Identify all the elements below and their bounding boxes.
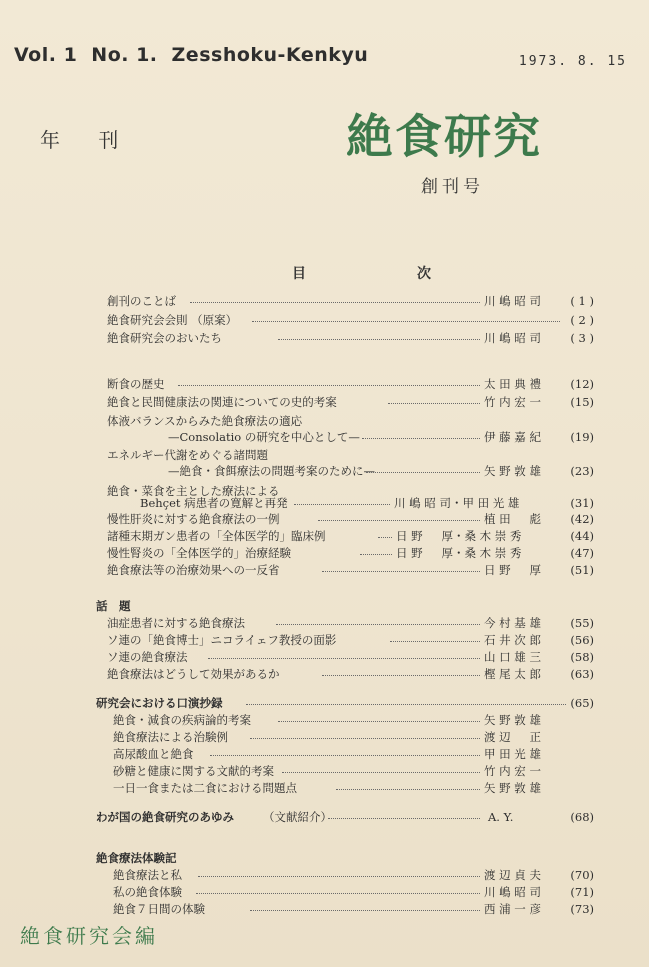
leader-dots: [210, 755, 480, 756]
leader-dots: [196, 893, 480, 894]
journal-title: 絶食研究: [346, 110, 542, 165]
entry-author: 渡 辺 貞 夫: [484, 868, 541, 882]
entry-author: 川 嶋 昭 司: [484, 885, 541, 899]
leader-dots: [360, 554, 392, 555]
issue-subtitle: 創刊号: [421, 177, 484, 197]
entry-title: 高尿酸血と絶食: [113, 747, 194, 761]
entry-author: A. Y.: [488, 810, 514, 824]
entry-page: (42): [570, 512, 594, 526]
entry-subtitle: （文献紹介）: [263, 810, 332, 824]
leader-dots: [178, 385, 480, 386]
toc-entry: [0, 292, 649, 310]
entry-title: Behçet 病患者の寛解と再発: [140, 496, 288, 510]
entry-title: 絶食・菜食を主とした療法による: [107, 484, 280, 498]
leader-dots: [294, 504, 390, 505]
toc-entry: [0, 900, 649, 918]
leader-dots: [366, 472, 480, 473]
entry-page: (68): [570, 810, 594, 824]
toc-entry: [0, 561, 649, 579]
leader-dots: [322, 675, 480, 676]
toc-entry: [0, 631, 649, 649]
entry-page: (19): [570, 430, 594, 444]
series-name: Zesshoku-Kenkyu: [171, 44, 369, 66]
leader-dots: [378, 537, 392, 538]
entry-title: 話 題: [96, 599, 131, 613]
leader-dots: [250, 910, 480, 911]
volume-label: Vol. 1: [14, 44, 78, 66]
toc-heading-left: 目: [292, 266, 306, 282]
entry-title: ソ連の絶食療法: [107, 650, 188, 664]
entry-author: 竹 内 宏 一: [484, 395, 541, 409]
leader-dots: [246, 704, 566, 705]
leader-dots: [276, 624, 480, 625]
entry-page: ( 3 ): [570, 331, 594, 345]
entry-page: (15): [570, 395, 594, 409]
toc-entry: [0, 597, 649, 615]
toc-entry: [0, 462, 649, 480]
toc-entry: [0, 544, 649, 562]
entry-author: 日 野 厚: [484, 563, 541, 577]
entry-title: 絶食と民間健康法の関連についての史的考案: [107, 395, 337, 409]
entry-title: ソ連の「絶食博士」ニコライェフ教授の面影: [107, 633, 337, 647]
entry-author: 太 田 典 禮: [484, 377, 541, 391]
entry-page: (44): [570, 529, 594, 543]
entry-author: 渡 辺 正: [484, 730, 541, 744]
leader-dots: [362, 438, 480, 439]
toc-entry: [0, 614, 649, 632]
toc-entry: [0, 428, 649, 446]
leader-dots: [318, 520, 480, 521]
entry-title: 絶食療法体験記: [96, 851, 177, 865]
entry-title: 砂糖と健康に関する文献的考案: [113, 764, 274, 778]
entry-author: 樫 尾 太 郎: [484, 667, 541, 681]
entry-author: 日 野 厚・桑 木 崇 秀: [396, 529, 522, 543]
entry-author: 植 田 彪: [484, 512, 541, 526]
entry-title: 絶食療法はどうして効果があるか: [107, 667, 280, 681]
entry-author: 西 浦 一 彦: [484, 902, 541, 916]
toc-entry: [0, 711, 649, 729]
entry-page: (55): [570, 616, 594, 630]
entry-title: 私の絶食体験: [113, 885, 182, 899]
entry-title: 絶食療法等の治療効果への一反省: [107, 563, 280, 577]
entry-title: 研究会における口演抄録: [96, 696, 223, 710]
entry-title: 慢性肝炎に対する絶食療法の一例: [107, 512, 280, 526]
entry-page: (71): [570, 885, 594, 899]
entry-author: 甲 田 光 雄: [484, 747, 541, 761]
entry-author: 伊 藤 嘉 紀: [484, 430, 541, 444]
entry-title: 断食の歴史: [107, 377, 165, 391]
entry-author: 川 嶋 昭 司: [484, 331, 541, 345]
annual-label: 年 刊: [40, 128, 135, 152]
toc-entry: [0, 527, 649, 545]
leader-dots: [282, 772, 480, 773]
leader-dots: [198, 876, 480, 877]
toc-entry: [0, 745, 649, 763]
entry-title: —Consolatio の研究を中心として—: [168, 430, 360, 444]
entry-page: (23): [570, 464, 594, 478]
editor-credit: 絶食研究会編: [20, 924, 158, 948]
entry-page: (12): [570, 377, 594, 391]
leader-dots: [252, 321, 560, 322]
entry-page: (47): [570, 546, 594, 560]
entry-page: (56): [570, 633, 594, 647]
entry-page: (51): [570, 563, 594, 577]
entry-page: (70): [570, 868, 594, 882]
entry-title: エネルギー代謝をめぐる諸問題: [107, 448, 268, 462]
toc-entry: [0, 311, 649, 329]
entry-author: 日 野 厚・桑 木 崇 秀: [396, 546, 522, 560]
entry-title: 絶食研究会会則 （原案）: [107, 313, 238, 327]
toc-entry: [0, 728, 649, 746]
toc-entry: [0, 694, 649, 712]
series-header: [14, 44, 382, 66]
leader-dots: [250, 738, 480, 739]
entry-page: ( 1 ): [570, 294, 594, 308]
leader-dots: [278, 721, 480, 722]
toc-entry: [0, 329, 649, 347]
entry-author: 矢 野 敦 雄: [484, 781, 541, 795]
toc-entry: [0, 510, 649, 528]
entry-page: (73): [570, 902, 594, 916]
entry-author: 矢 野 敦 雄: [484, 713, 541, 727]
entry-title: 絶食療法による治験例: [113, 730, 228, 744]
toc-entry: [0, 849, 649, 867]
issue-date: 1973. 8. 15: [518, 54, 627, 69]
toc-entry: [0, 375, 649, 393]
entry-author: 矢 野 敦 雄: [484, 464, 541, 478]
leader-dots: [328, 818, 480, 819]
leader-dots: [390, 641, 480, 642]
entry-title: わが国の絶食研究のあゆみ: [96, 810, 234, 824]
entry-author: 竹 内 宏 一: [484, 764, 541, 778]
entry-page: (63): [570, 667, 594, 681]
leader-dots: [388, 403, 480, 404]
number-label: No. 1.: [91, 44, 158, 66]
entry-title: 創刊のことば: [107, 294, 176, 308]
entry-title: 慢性腎炎の「全体医学的」治療経験: [107, 546, 291, 560]
toc-entry: [0, 883, 649, 901]
leader-dots: [190, 302, 480, 303]
entry-author: 川 嶋 昭 司: [484, 294, 541, 308]
entry-title: 一日一食または二食における問題点: [113, 781, 297, 795]
entry-title: 絶食７日間の体験: [113, 902, 205, 916]
entry-author: 今 村 基 雄: [484, 616, 541, 630]
toc-entry: [0, 866, 649, 884]
entry-title: 絶食・減食の疾病論的考案: [113, 713, 251, 727]
entry-page: ( 2 ): [570, 313, 594, 327]
entry-title: 諸種末期ガン患者の「全体医学的」臨床例: [107, 529, 326, 543]
leader-dots: [322, 571, 480, 572]
entry-page: (31): [570, 496, 594, 510]
entry-author: 川 嶋 昭 司・甲 田 光 雄: [394, 496, 520, 510]
leader-dots: [208, 658, 480, 659]
entry-title: 絶食療法と私: [113, 868, 182, 882]
entry-title: 体液バランスからみた絶食療法の適応: [107, 414, 303, 428]
entry-page: (65): [570, 696, 594, 710]
entry-title: —絶食・食餌療法の問題考案のために—: [168, 464, 375, 478]
entry-author: 山 口 雄 三: [484, 650, 541, 664]
toc-entry: [0, 665, 649, 683]
entry-author: 石 井 次 郎: [484, 633, 541, 647]
entry-page: (58): [570, 650, 594, 664]
toc-entry: [0, 779, 649, 797]
toc-entry: [0, 648, 649, 666]
entry-title: 油症患者に対する絶食療法: [107, 616, 245, 630]
leader-dots: [278, 339, 480, 340]
toc-entry: [0, 393, 649, 411]
entry-title: 絶食研究会のおいたち: [107, 331, 222, 345]
toc-heading-right: 次: [417, 266, 431, 282]
leader-dots: [336, 789, 480, 790]
toc-entry: [0, 762, 649, 780]
toc-entry: [0, 808, 649, 826]
